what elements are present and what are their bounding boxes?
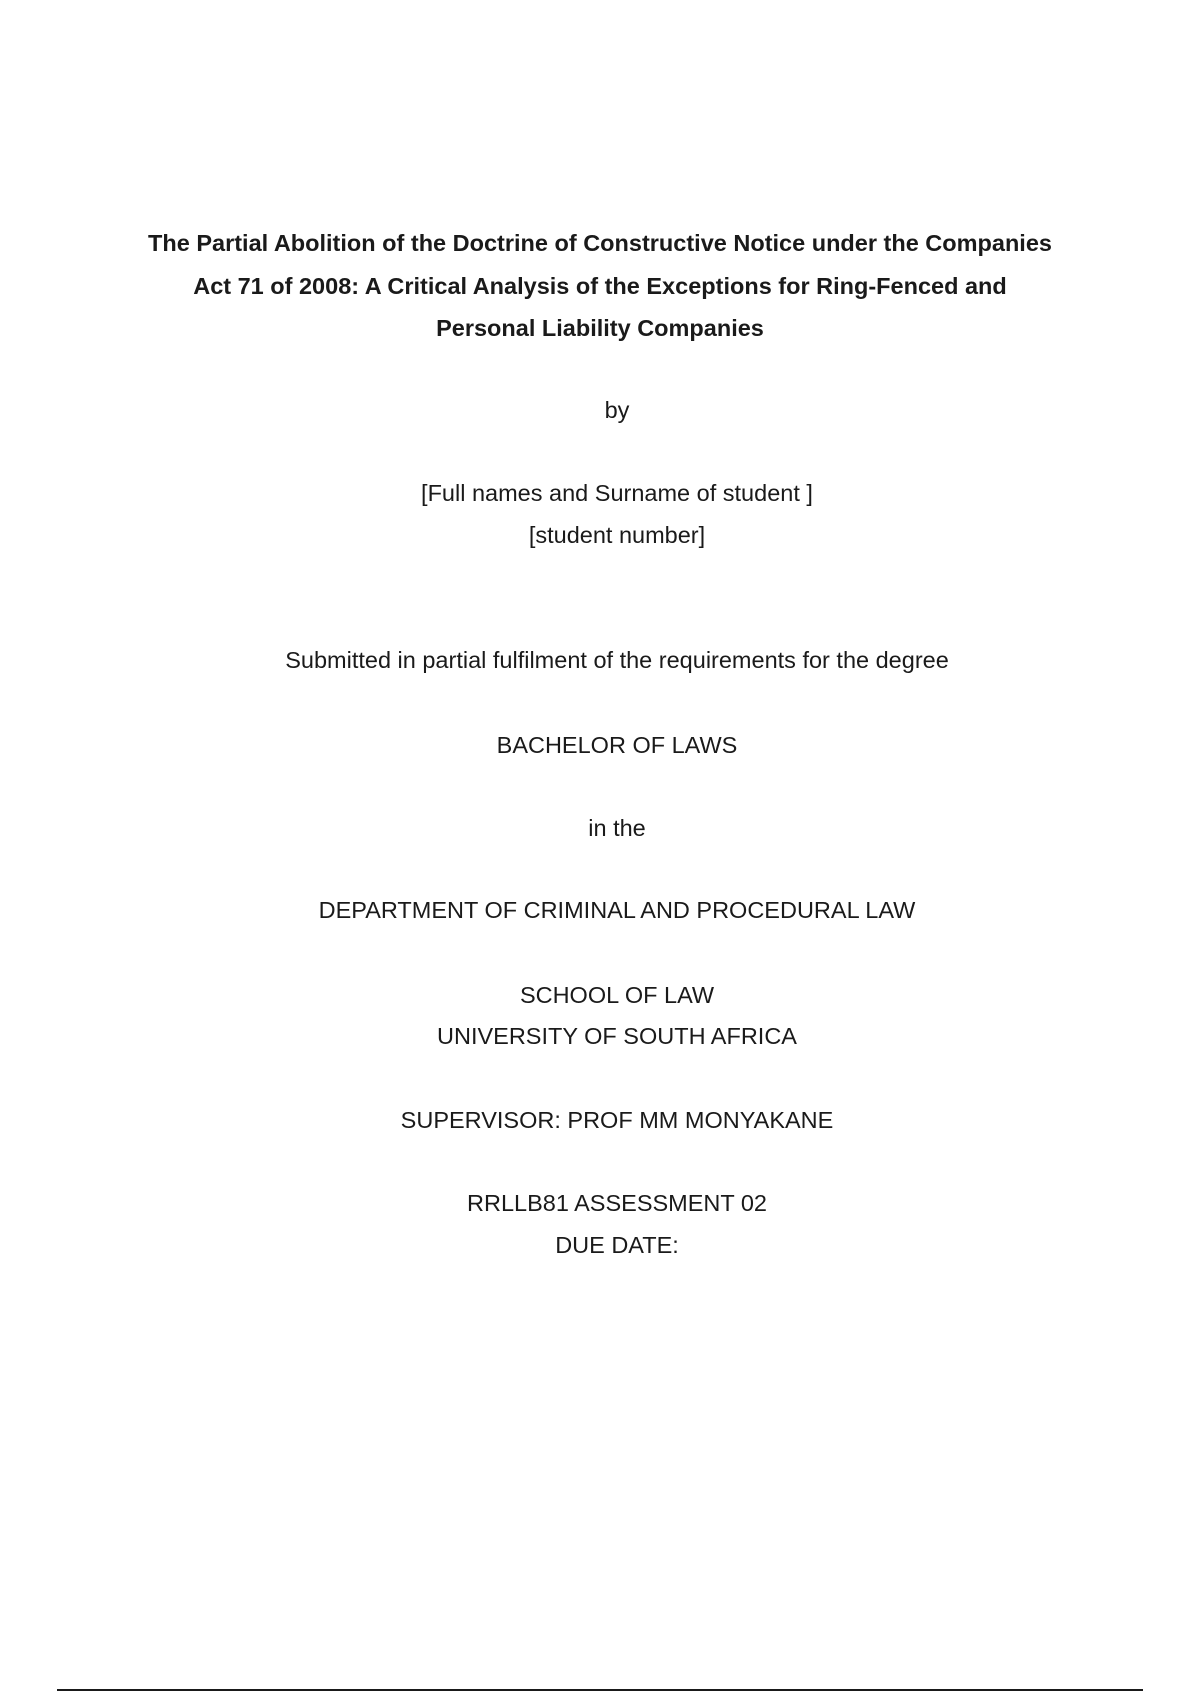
assessment-code: RRLLB81 ASSESSMENT 02	[467, 1190, 767, 1216]
submission-statement: Submitted in partial fulfilment of the requirements for the degree	[285, 647, 949, 673]
title-line-2: Act 71 of 2008: A Critical Analysis of the Exceptions for Ring-Fenced and	[193, 272, 1007, 299]
student-number: [student number]	[528, 522, 706, 548]
school-name: SCHOOL OF LAW	[519, 982, 715, 1008]
department-name: DEPARTMENT OF CRIMINAL AND PROCEDURAL LAW	[318, 897, 916, 923]
title-line-1: The Partial Abolition of the Doctrine of Constructive Notice under the Companies	[148, 230, 1052, 256]
university-name: UNIVERSITY OF SOUTH AFRICA	[437, 1023, 797, 1049]
by-label: by	[604, 397, 630, 423]
supervisor-line: SUPERVISOR: PROF MM MONYAKANE	[400, 1107, 834, 1133]
due-date-label: DUE DATE:	[555, 1232, 679, 1258]
degree-name: BACHELOR OF LAWS	[496, 732, 738, 758]
in-the-label: in the	[588, 815, 646, 841]
title-line-3: Personal Liability Companies	[436, 315, 764, 341]
document-title	[100, 222, 1100, 350]
footer-divider	[57, 1689, 1143, 1691]
student-name: [Full names and Surname of student ]	[421, 480, 813, 506]
